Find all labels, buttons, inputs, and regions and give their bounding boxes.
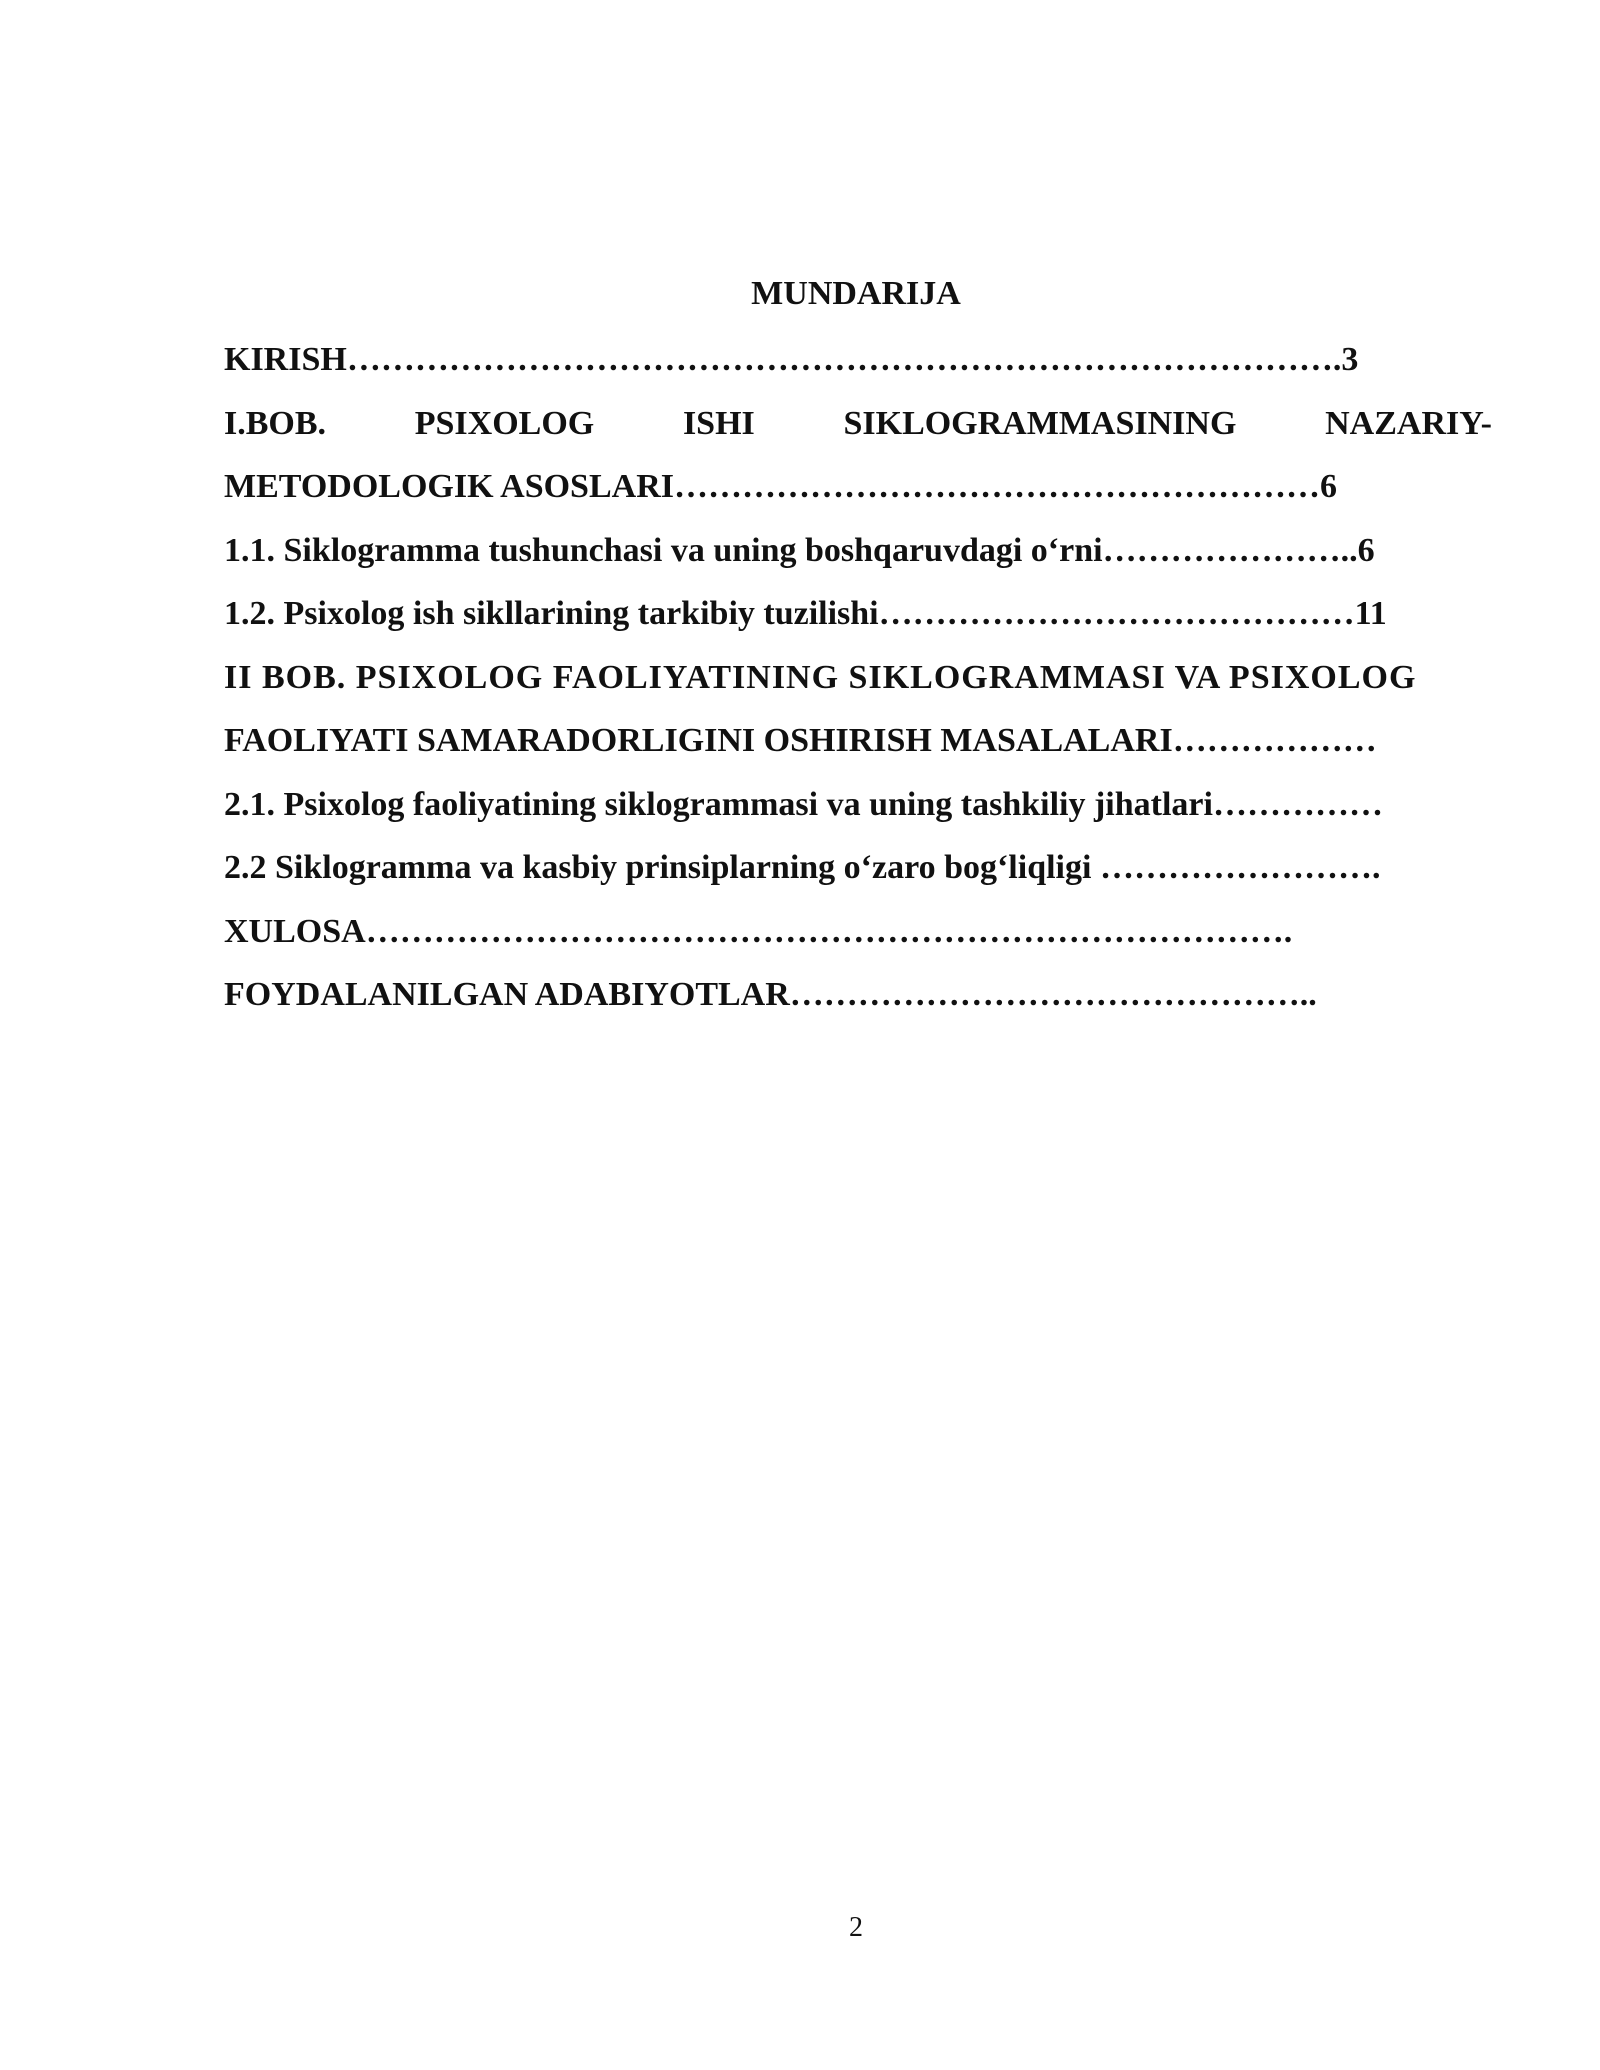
toc-entry-section-1-2: 1.2. Psixolog ish sikllarining tarkibiy tuzilishi……………………………………11 <box>224 595 1387 632</box>
toc-entry-chapter-2-line-2: FAOLIYATI SAMARADORLIGINI OSHIRISH MASALALARI……………… <box>224 722 1377 759</box>
toc-entry-section-1-1: 1.1. Siklogramma tushunchasi va uning boshqaruvdagi o‘rni…………………..6 <box>224 531 1375 569</box>
table-of-contents <box>224 336 1492 1035</box>
toc-entry-kirish: KIRISH…………………………………………………………………………….3 <box>224 341 1359 378</box>
toc-entry-section-2-1: 2.1. Psixolog faoliyatining siklogrammasi va uning tashkiliy jihatlari…………… <box>224 785 1383 823</box>
toc-entry-chapter-2-line-1: II BOB. PSIXOLOG FAOLIYATINING SIKLOGRAMMASI VA PSIXOLOG <box>224 658 1417 696</box>
toc-entry-chapter-1-line-1: I.BOB. PSIXOLOG ISHI SIKLOGRAMMASINING NAZARIY- <box>224 404 1492 442</box>
toc-entry-chapter-1-line-2: METODOLOGIK ASOSLARI…………………………………………………6 <box>224 468 1337 505</box>
toc-entry-section-2-2: 2.2 Siklogramma va kasbiy prinsiplarning o‘zaro bog‘liqligi ……………………. <box>224 849 1381 886</box>
document-title: MUNDARIJA <box>751 275 961 312</box>
page-number: 2 <box>849 1912 863 1943</box>
toc-entry-xulosa: XULOSA………………………………………………………………………. <box>224 912 1293 950</box>
toc-entry-references: FOYDALANILGAN ADABIYOTLAR……………………………………….. <box>224 976 1317 1013</box>
